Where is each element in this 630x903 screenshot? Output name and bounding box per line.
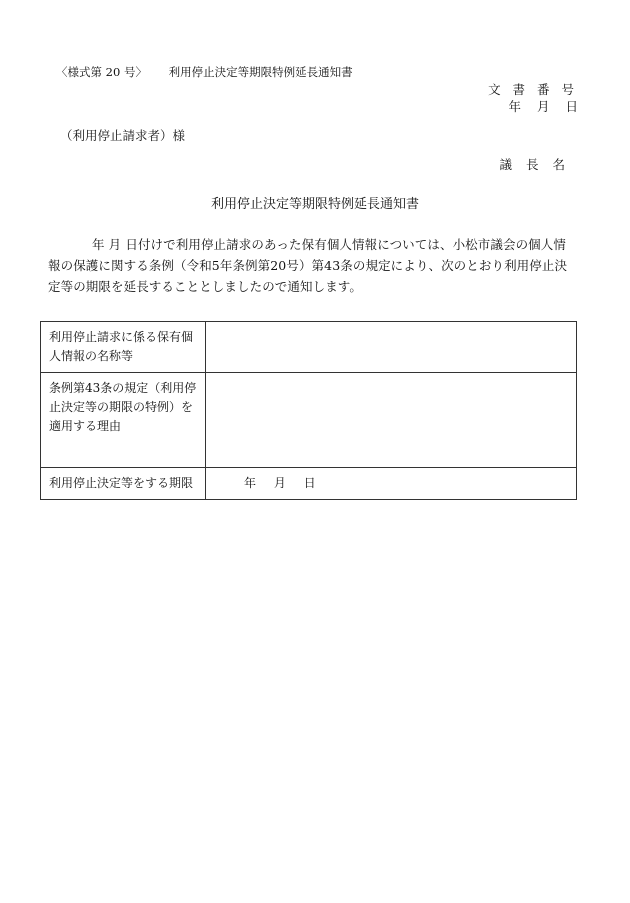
recipient: （利用停止請求者）様 (60, 128, 186, 143)
row-label: 条例第43条の規定（利用停止決定等の期限の特例）を適用する理由 (41, 373, 206, 468)
row-value-date (206, 468, 577, 500)
info-table (40, 321, 577, 500)
table-row (41, 322, 577, 373)
issue-date: 年 月 日 (508, 99, 578, 114)
form-number: 〈様式第 20 号〉 (56, 65, 147, 79)
form-header (56, 64, 353, 80)
form-title-small: 利用停止決定等期限特例延長通知書 (168, 65, 353, 79)
row-label: 利用停止請求に係る保有個人情報の名称等 (41, 322, 206, 373)
deadline-date: 年 月 日 (244, 476, 316, 490)
row-value (206, 322, 577, 373)
body-text: 年 月 日付けで利用停止請求のあった保有個人情報については、小松市議会の個人情報の保護に関する条例（令和5年条例第20号）第43条の規定により、次のとおり利用停止決定等の期限を延長することとしましたので通知します。 (48, 237, 568, 294)
table-row (41, 373, 577, 468)
sender-chair-name: 議 長 名 (499, 157, 570, 172)
row-label: 利用停止決定等をする期限 (41, 468, 206, 500)
document-number: 文 書 番 号 (488, 82, 578, 97)
table-row (41, 468, 577, 500)
document-title: 利用停止決定等期限特例延長通知書 (210, 197, 419, 212)
row-value (206, 373, 577, 468)
